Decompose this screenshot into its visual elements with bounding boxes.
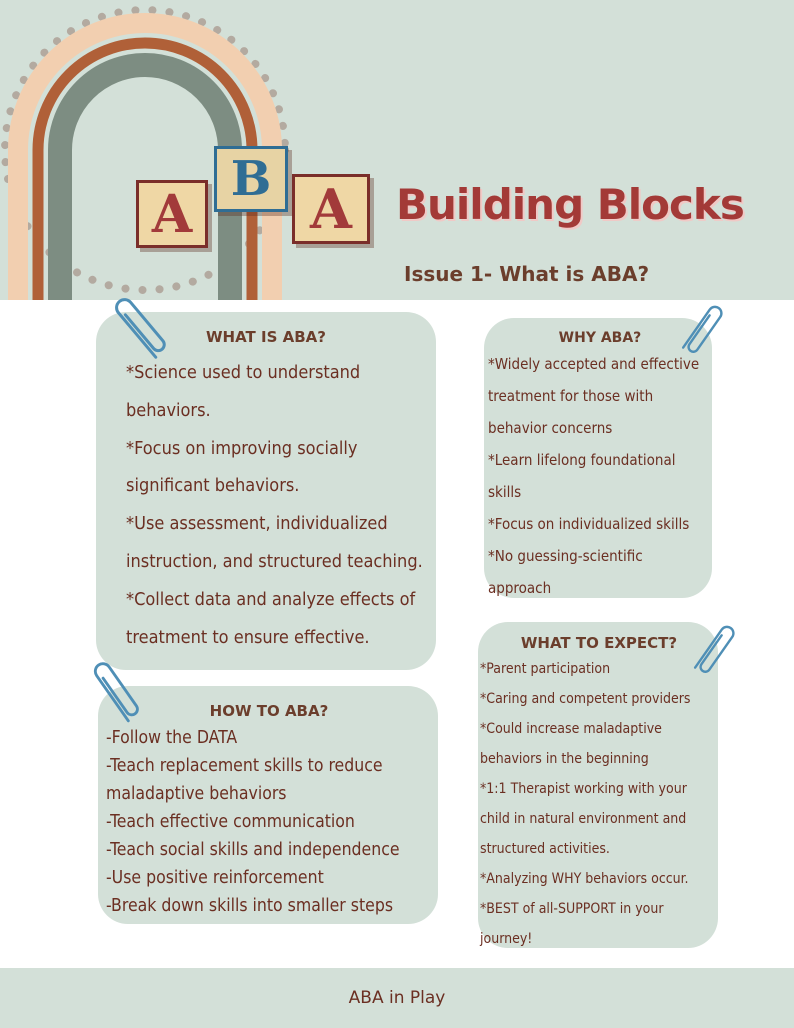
card-line: behavior concerns <box>488 419 613 437</box>
card-line: -Teach effective communication <box>106 812 355 832</box>
card-heading: WHAT IS ABA? <box>206 328 326 346</box>
card-line: significant behaviors. <box>126 475 300 497</box>
card-line: -Teach social skills and independence <box>106 840 400 860</box>
card-line: *Could increase maladaptive <box>480 721 662 737</box>
card-line: behaviors in the beginning <box>480 751 649 767</box>
card-line: *Focus on individualized skills <box>488 515 690 533</box>
card-line: treatment for those with <box>488 387 654 405</box>
paperclip-icon <box>100 286 180 366</box>
issue-subtitle: Issue 1- What is ABA? <box>404 262 650 286</box>
card-line: *Focus on improving socially <box>126 437 358 459</box>
footer <box>0 968 794 1028</box>
card-line: treatment to ensure effective. <box>126 626 370 648</box>
letter-block-b: B <box>214 146 288 212</box>
footer-text: ABA in Play <box>348 988 446 1008</box>
card-line: skills <box>488 483 522 501</box>
card-line: *No guessing-scientific <box>488 547 643 565</box>
card-line: instruction, and structured teaching. <box>126 550 423 572</box>
card-line: -Use positive reinforcement <box>106 868 324 888</box>
paperclip-icon <box>78 650 154 730</box>
card-line: *Collect data and analyze effects of <box>126 588 416 610</box>
paperclip-icon <box>672 294 736 364</box>
letter-block-a: A <box>292 174 370 244</box>
letter-block-a: A <box>136 180 208 248</box>
what-to-expect-card <box>478 622 718 948</box>
card-line: child in natural environment and <box>480 811 687 827</box>
card-line: -Break down skills into smaller steps <box>106 896 394 916</box>
card-line: *Analyzing WHY behaviors occur. <box>480 871 689 887</box>
card-line: *Science used to understand <box>126 362 361 383</box>
newsletter-title: Building Blocks <box>396 180 744 229</box>
card-line: -Follow the DATA <box>106 728 238 748</box>
card-line: *BEST of all-SUPPORT in your <box>480 901 664 917</box>
paperclip-icon <box>684 614 748 684</box>
card-line: behaviors. <box>126 399 211 421</box>
card-line: *Caring and competent providers <box>480 691 691 707</box>
card-line: journey! <box>480 931 533 947</box>
card-line: *Parent participation <box>480 661 611 677</box>
card-heading: HOW TO ABA? <box>209 702 329 720</box>
card-heading: WHAT TO EXPECT? <box>520 634 678 652</box>
card-line: structured activities. <box>480 841 610 857</box>
card-line: maladaptive behaviors <box>106 784 287 804</box>
card-line: *1:1 Therapist working with your <box>480 781 687 797</box>
card-line: *Widely accepted and effective <box>488 355 700 373</box>
card-line: approach <box>488 579 552 597</box>
card-line: *Learn lifelong foundational <box>488 451 676 469</box>
card-heading: WHY ABA? <box>558 330 642 346</box>
card-line: *Use assessment, individualized <box>126 513 388 535</box>
card-line: -Teach replacement skills to reduce <box>106 756 383 776</box>
